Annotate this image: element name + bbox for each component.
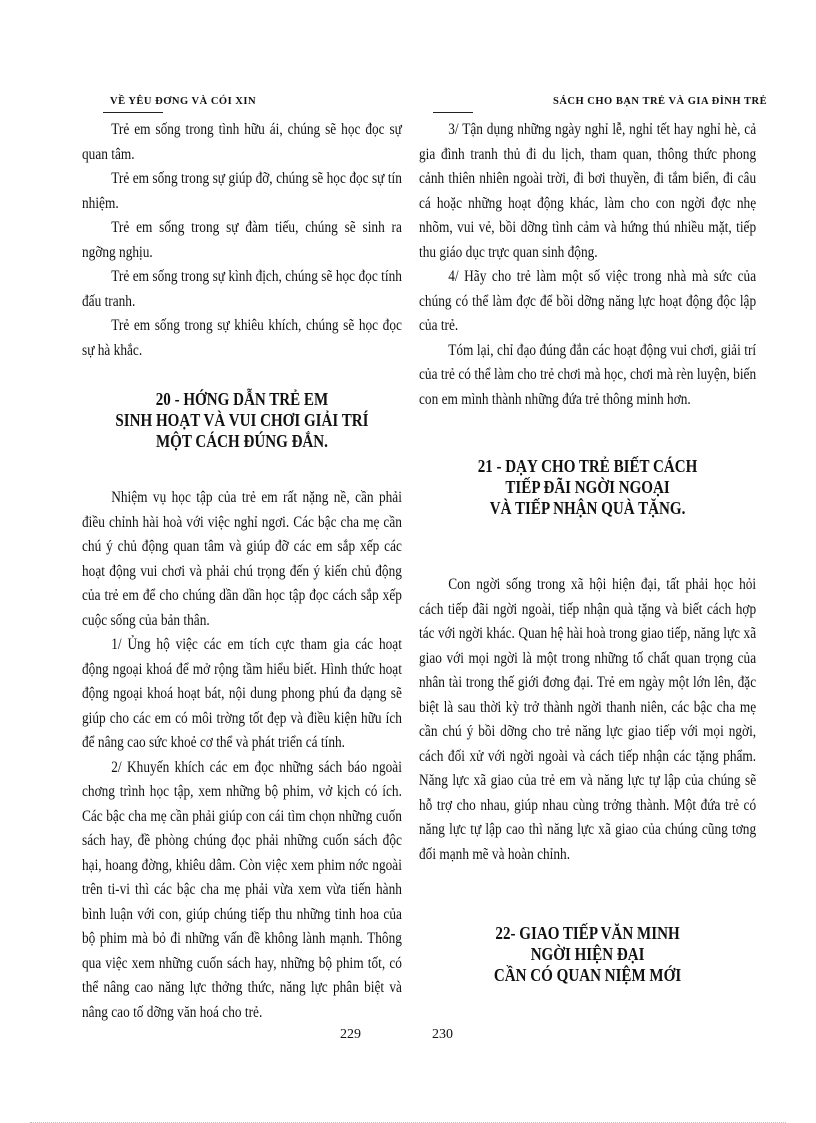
paragraph: 3/ Tận dụng những ngày nghỉ lễ, nghỉ tết hay nghỉ hè, cả gia đình tranh thủ đi du lịch, tham quan, thông thức phong cảnh thiên nhiên ngoài trời, đi bơi thuyền, đi tắm biển, đi câu cá hoặc những hoạt động khác, làm cho con ngời đợc nhẹ nhõm, vui vẻ, bồi dỡng tình cảm và hứng thú nhiều mặt, tiếp thu giáo dục trực quan sinh động.: [419, 121, 757, 261]
paragraph: 2/ Khuyến khích các em đọc những sách báo ngoài chơng trình học tập, xem những bộ phim, vở kịch có ích. Các bậc cha mẹ cần phải giúp con cái tìm chọn những cuốn sách hay, đề phòng chúng đọc phải những cuốn sách độc hại, hoang đờng, khiêu dâm. Còn việc xem phim nớc ngoài trên ti-vi thì các bậc cha mẹ phải vừa xem vừa tiến hành bình luận với con, giúp chúng tiếp thu những tinh hoa của bộ phim mà bỏ đi những vấn đề không lành mạnh. Thông qua việc xem những cuốn sách hay, những bộ phim tốt, có thể nâng cao năng lực thởng thức, năng lực phân biệt và nâng cao tố dỡng văn hoá cho trẻ.: [82, 758, 402, 1021]
paragraph: 4/ Hãy cho trẻ làm một số việc trong nhà mà sức của chúng có thể làm đợc để bồi dỡng năng lực hoạt động độc lập của trẻ.: [419, 268, 757, 334]
paragraph: 1/ Ủng hộ việc các em tích cực tham gia các hoạt động ngoại khoá để mở rộng tầm hiểu biết. Hình thức hoạt động ngoại khoá hoạt bát, nội dung phong phú đa dạng sẽ giúp cho các em có môi trờng tốt đẹp và điều kiện hữu ích để nâng cao sức khoẻ cơ thể và phát triển cá tính.: [82, 636, 402, 751]
paragraph: Trẻ em sống trong sự giúp đỡ, chúng sẽ học đọc sự tín nhiệm.: [82, 170, 402, 212]
header-rule-right: [433, 112, 473, 113]
heading-line: 20 - HỚNG DẪN TRẺ EM: [155, 389, 329, 409]
right-column: [419, 118, 756, 1020]
section-20-heading: [82, 389, 402, 452]
paragraph: Trẻ em sống trong sự đàm tiếu, chúng sẽ sinh ra ngỡng nghịu.: [82, 219, 402, 261]
heading-line: NGỜI HIỆN ĐẠI: [530, 944, 645, 964]
running-head-left: VỀ YÊU ĐƠNG VÀ CÓI XIN: [110, 96, 257, 107]
heading-line: CẦN CÓ QUAN NIỆM MỚI: [493, 965, 682, 985]
paragraph: Con ngời sống trong xã hội hiện đại, tất phải học hỏi cách tiếp đãi ngời ngoài, tiếp nhận quà tặng và biết cách hợp tác với ngời khác. Quan hệ hài hoà trong giao tiếp, năng lực xã giao với mọi ngời là một trong những tố chất quan trọng của nhân tài trong thế giới đơng đại. Trẻ em ngày một lớn lên, đặc biệt là sau thời kỳ trở thành ngời thanh niên, các bậc cha mẹ cần chú ý bồi dỡng cho trẻ năng lực giao tiếp với mọi ngời, cách đối xử với ngời ngoài và cách tiếp nhận các tặng phẩm. Năng lực xã giao của trẻ em và năng lực tự lập của chúng sẽ hỗ trợ cho nhau, giúp nhau cùng trởng thành. Một đứa trẻ có năng lực tự lập cao thì năng lực xã giao của chúng cũng tơng đối mạnh mẽ và hoàn chỉnh.: [419, 576, 757, 863]
heading-line: TIẾP ĐÃI NGỜI NGOẠI: [505, 477, 670, 497]
paragraph: Trẻ em sống trong sự khiêu khích, chúng sẽ học đọc sự hà khắc.: [82, 317, 402, 359]
heading-line: VÀ TIẾP NHẬN QUÀ TẶNG.: [489, 498, 686, 518]
section-22-heading: [419, 923, 756, 986]
paragraph: Tóm lại, chỉ đạo đúng đắn các hoạt động vui chơi, giải trí của trẻ có thể làm cho trẻ chơi mà học, chơi mà rèn luyện, biến con em mình thành những đứa trẻ thông minh hơn.: [419, 341, 757, 408]
left-column: [82, 118, 402, 1025]
header-rule-left: [103, 112, 163, 113]
page-number-left: 229: [340, 1027, 361, 1042]
paragraph: Trẻ em sống trong tình hữu ái, chúng sẽ học đọc sự quan tâm.: [82, 121, 402, 163]
section-21-heading: [419, 456, 756, 519]
page-number-right: 230: [432, 1027, 453, 1042]
paragraph: Nhiệm vụ học tập của trẻ em rất nặng nề, cần phải điều chỉnh hài hoà với việc nghỉ ngơi. Các bậc cha mẹ cần chú ý chủ động quan tâm và giúp đỡ các em sắp xếp các hoạt động vui chơi và phải chú trọng đến ý kiến chủ động của trẻ em để cho chúng dần dần học tập đọc cách sắp xếp cuộc sống của bản thân.: [82, 489, 402, 629]
heading-line: MỘT CÁCH ĐÚNG ĐẮN.: [155, 431, 328, 451]
heading-line: SINH HOẠT VÀ VUI CHƠI GIẢI TRÍ: [115, 410, 369, 430]
running-head-right: SÁCH CHO BẠN TRẺ VÀ GIA ĐÌNH TRẺ: [553, 96, 768, 107]
paragraph: Trẻ em sống trong sự kình địch, chúng sẽ học đọc tính đấu tranh.: [82, 268, 402, 310]
heading-line: 21 - DẠY CHO TRẺ BIẾT CÁCH: [477, 456, 698, 476]
heading-line: 22- GIAO TIẾP VĂN MINH: [495, 923, 680, 943]
